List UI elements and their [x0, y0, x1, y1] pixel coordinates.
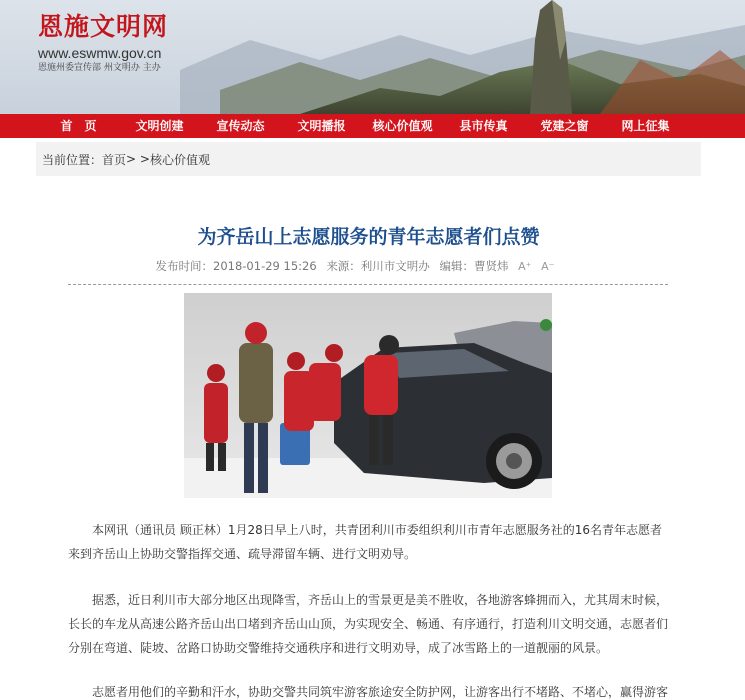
nav-item-home[interactable]: 首 页: [60, 119, 97, 133]
site-url: www.eswmw.gov.cn: [38, 45, 162, 61]
article-source: 来源：利川市文明办: [326, 259, 430, 273]
article-meta: [0, 258, 710, 274]
article-title: 为齐岳山上志愿服务的青年志愿者们点赞: [197, 226, 540, 248]
nav-item-news[interactable]: 宣传动态: [216, 119, 265, 133]
title-divider: [68, 284, 668, 285]
volunteers-pushing-car-image: [184, 293, 552, 498]
font-decrease-button[interactable]: A⁻: [541, 260, 555, 273]
nav-item-broadcast[interactable]: 文明播报: [297, 119, 346, 133]
site-banner: [0, 0, 745, 114]
publish-time: 发布时间：2018-01-29 15:26: [155, 259, 317, 273]
breadcrumb-current-link[interactable]: 核心价值观: [149, 152, 210, 167]
article-photo: [184, 293, 552, 498]
article-paragraph: 据悉，近日利川市大部分地区出现降雪，齐岳山上的雪景更是美不胜收，各地游客蜂拥而入，尤其周末时候，长长的车龙从高速公路齐岳山出口堵到齐岳山山顶，为实现安全、畅通、有序通行，打造利川文明交通，志愿者们分别在弯道、陡坡、岔路口协助交警维持交通秩序和进行文明劝导，成了冰雪路上的一道靓丽的风景。: [68, 593, 669, 655]
site-logo[interactable]: [38, 12, 168, 74]
nav-item-core-values[interactable]: 核心价值观: [372, 119, 433, 133]
nav-item-party[interactable]: 党建之窗: [540, 119, 589, 133]
breadcrumb: [36, 142, 701, 176]
nav-item-civilization[interactable]: 文明创建: [135, 119, 184, 133]
breadcrumb-home-link[interactable]: 首页: [102, 152, 127, 167]
article-paragraph: 志愿者用他们的辛勤和汗水，协助交警共同筑牢游客旅途安全防护网，让游客出行不堵路、不堵心，赢得游客: [92, 685, 669, 699]
site-host: 恩施州委宣传部 州文明办 主办: [38, 63, 161, 73]
site-title: 恩施文明网: [38, 12, 169, 41]
main-nav: [0, 114, 745, 138]
breadcrumb-separator: > >: [126, 152, 150, 166]
breadcrumb-label: 当前位置：: [42, 152, 103, 167]
nav-item-county-news[interactable]: 县市传真: [459, 119, 508, 133]
article-paragraph: 本网讯（通讯员 顾正林）1月28日早上八时，共青团利川市委组织利川市青年志愿服务社的16名青年志愿者来到齐岳山上协助交警指挥交通、疏导滞留车辆、进行文明劝导。: [68, 523, 662, 561]
font-increase-button[interactable]: A⁺: [518, 260, 532, 273]
article-editor: 编辑：曹贤炜: [439, 259, 509, 273]
nav-item-collection[interactable]: 网上征集: [621, 119, 670, 133]
